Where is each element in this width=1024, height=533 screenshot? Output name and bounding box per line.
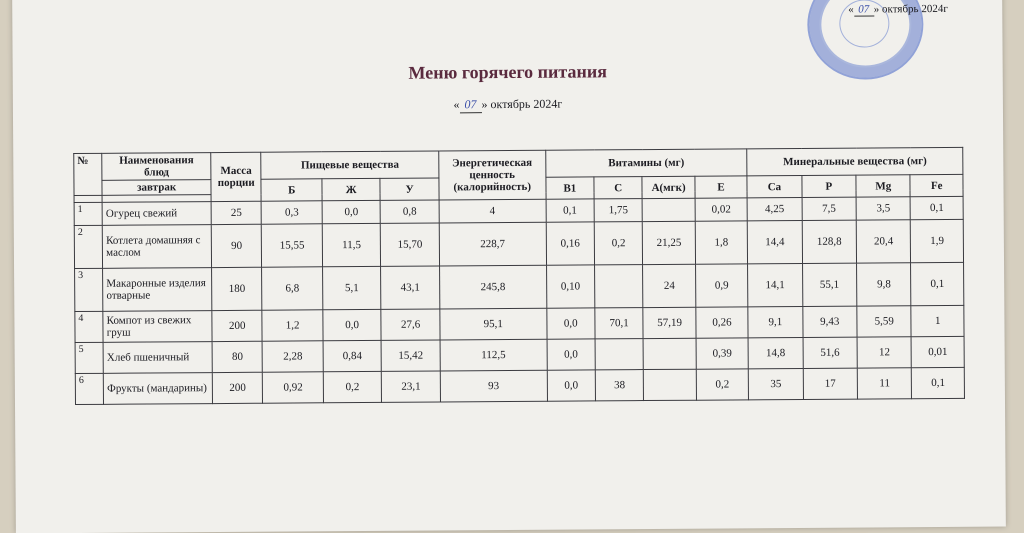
cell-a [642,198,695,221]
approval-date: « 07 » октябрь 2024г [848,2,948,16]
cell-a [644,369,697,400]
header-mass: Масса порции [211,152,262,201]
menu-date [13,94,1003,117]
cell-zh: 11,5 [322,223,381,266]
cell-no: 2 [74,225,103,268]
header-meal: завтрак [102,180,211,196]
cell-u: 15,42 [381,340,440,371]
date-open-quote: « [453,97,460,112]
cell-energy: 93 [440,370,547,402]
header-u: У [380,178,439,200]
table-row [75,367,964,404]
cell-dish: Макаронные изделия отварные [103,268,212,312]
cell-ca: 14,8 [748,337,803,368]
cell-fe: 0,1 [911,196,964,219]
cell-fe: 1 [911,305,964,336]
cell-no: 4 [75,311,103,342]
header-b: Б [261,179,322,201]
cell-b1: 0,0 [547,370,596,401]
header-ca: Ca [747,175,802,197]
cell-p: 17 [803,368,858,399]
cell-u: 23,1 [382,371,441,402]
cell-b1: 0,0 [547,339,596,370]
header-dish: Наименования блюд [102,153,211,181]
cell-dish: Фрукты (мандарины) [104,373,213,405]
cell-b1: 0,16 [546,222,595,265]
cell-b1: 0,10 [546,265,595,308]
header-mg: Mg [856,175,911,197]
header-energy: Энергетическая ценность (калорийность) [439,150,546,200]
cell-p: 9,43 [802,306,857,337]
cell-b: 0,3 [262,201,323,224]
menu-table [73,147,965,405]
cell-fe: 0,1 [911,262,964,305]
cell-dish: Хлеб пшеничный [103,342,212,374]
cell-a: 24 [643,264,696,307]
cell-fe: 0,1 [912,367,965,398]
cell-mass: 25 [211,201,262,224]
cell-dish: Котлета домашняя с маслом [102,225,211,269]
cell-b: 1,2 [262,310,323,341]
header-vitamins: Витамины (мг) [545,149,747,177]
cell-b1: 0,1 [546,199,595,222]
cell-energy: 228,7 [439,222,546,266]
cell-ca: 14,4 [747,220,802,263]
cell-b: 6,8 [262,267,323,310]
cell-a: 57,19 [643,307,696,338]
approval-day: 07 [854,3,874,16]
cell-fe: 0,01 [912,336,965,367]
cell-e: 0,2 [696,369,749,400]
cell-p: 128,8 [802,220,857,263]
cell-ca: 4,25 [747,197,802,220]
header-no: № [74,153,103,195]
cell-mg: 5,59 [857,306,912,337]
header-a: А(мгк) [642,176,695,198]
header-e: E [695,176,748,198]
cell-b1: 0,0 [546,308,595,339]
cell-e: 0,26 [696,307,749,338]
cell-c: 0,2 [594,222,643,265]
cell-ca: 35 [748,368,803,399]
cell-c [595,265,644,308]
cell-zh: 0,2 [323,371,382,402]
cell-c [595,339,644,370]
cell-c: 38 [595,370,644,401]
cell-e: 1,8 [695,221,748,264]
cell-fe: 1,9 [911,219,964,262]
cell-u: 27,6 [381,309,440,340]
cell-mg: 20,4 [856,220,911,263]
cell-zh: 0,0 [323,309,382,340]
cell-b: 0,92 [263,372,324,403]
cell-energy: 112,5 [440,339,547,371]
cell-energy: 95,1 [440,308,547,340]
cell-e: 0,9 [695,264,748,307]
cell-no: 5 [75,342,103,373]
cell-mg: 9,8 [857,263,912,306]
cell-a: 21,25 [643,221,696,264]
cell-e: 0,02 [695,198,748,221]
cell-no: 1 [74,202,102,225]
cell-zh: 5,1 [322,266,381,309]
header-c: C [594,177,643,199]
cell-ca: 9,1 [748,306,803,337]
cell-no: 6 [75,373,103,404]
cell-mass: 200 [212,310,263,341]
cell-energy: 245,8 [439,265,546,309]
header-zh: Ж [322,178,381,200]
date-rest: » октябрь 2024г [481,96,563,112]
cell-ca: 14,1 [748,263,803,306]
header-fe: Fe [910,174,963,196]
date-day: 07 [459,97,481,113]
cell-c: 1,75 [594,199,643,222]
cell-p: 51,6 [803,337,858,368]
table-row [74,219,963,268]
cell-u: 43,1 [381,266,440,309]
cell-zh: 0,84 [323,340,382,371]
cell-mass: 180 [212,267,263,310]
cell-dish: Огурец свежий [102,202,211,226]
cell-mg: 12 [857,337,912,368]
header-minerals: Минеральные вещества (мг) [747,147,963,176]
cell-mg: 11 [857,368,912,399]
cell-mass: 90 [211,224,262,267]
cell-b: 2,28 [263,341,324,372]
page-title: Меню горячего питания [408,61,608,83]
cell-dish: Компот из свежих груш [103,311,212,343]
document-page [12,0,1006,533]
cell-p: 55,1 [802,263,857,306]
cell-mass: 200 [212,372,263,403]
cell-b: 15,55 [262,224,323,267]
cell-c: 70,1 [595,308,644,339]
header-b1: B1 [546,177,595,199]
header-p: P [802,175,857,197]
approval-month-year: » октябрь 2024г [873,2,948,16]
table-row [75,262,964,311]
cell-u: 0,8 [380,200,439,223]
table-body [74,196,964,404]
header-nutrients: Пищевые вещества [261,151,439,179]
cell-mg: 3,5 [856,197,911,220]
cell-no: 3 [75,268,104,311]
cell-mass: 80 [212,341,263,372]
cell-u: 15,70 [381,223,440,266]
cell-energy: 4 [439,199,546,223]
cell-p: 7,5 [802,197,857,220]
cell-zh: 0,0 [322,200,381,223]
cell-e: 0,39 [696,338,749,369]
cell-a [643,338,696,369]
